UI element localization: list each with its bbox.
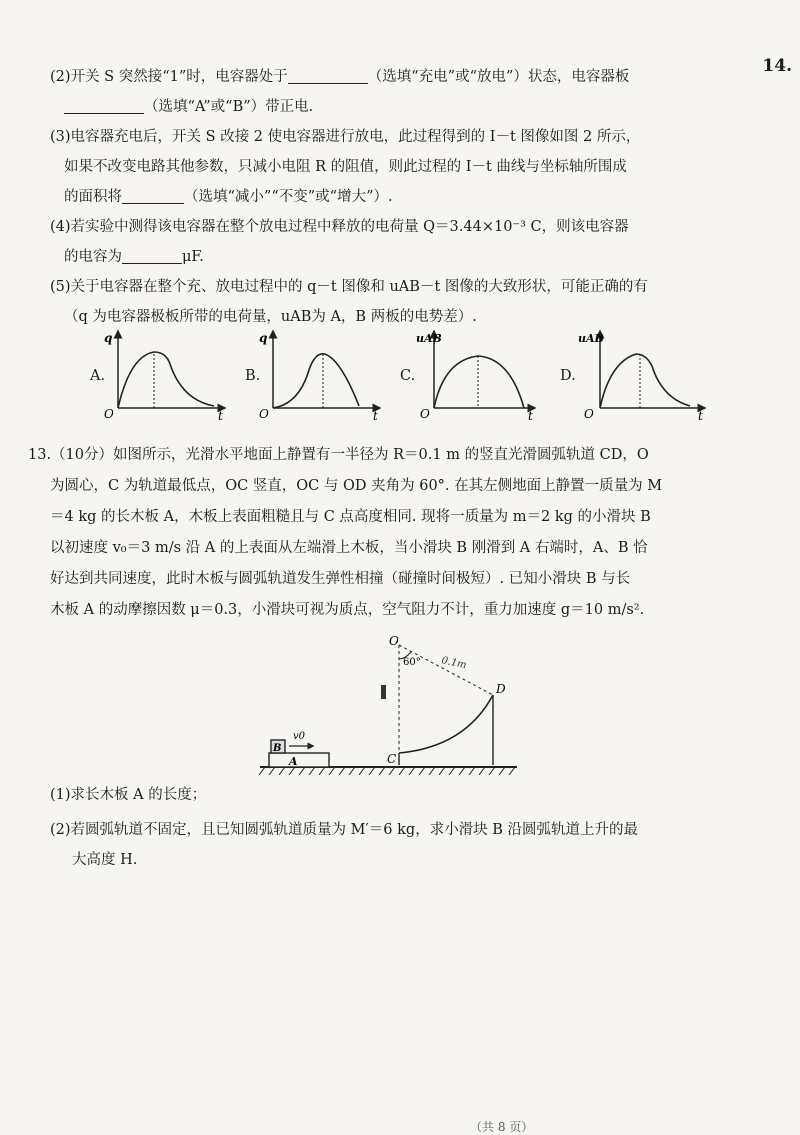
q13-sub-2-line-b: 大高度 H. (72, 852, 138, 868)
v0-label: v0 (293, 731, 306, 742)
q12-part-5 (50, 272, 750, 332)
q12-p3-text-a: (3)电容器充电后，开关 S 改接 2 使电容器进行放电，此过程得到的 I－t 图像如图 2 所示， (50, 129, 641, 145)
graph-d-svg (578, 330, 710, 423)
q13-line: 好达到共同速度，此时木板与圆弧轨道发生弹性相撞（碰撞时间极短）. 已知小滑块 B 与长 (50, 571, 631, 587)
q12-part-3 (50, 122, 750, 212)
ink-mark (381, 685, 386, 699)
q13-sub-2-line-a: (2)若圆弧轨道不固定，且已知圆弧轨道质量为 M′＝6 kg，求小滑块 B 沿圆弧轨道上升的最 (50, 822, 639, 838)
board-a (269, 753, 329, 767)
handwritten-note: 0.1m (440, 655, 468, 672)
radius-od (399, 645, 493, 695)
block-b-label: B (273, 743, 282, 754)
answer-blank[interactable] (64, 95, 144, 114)
q12-p3-text-d: （选填“减小”“不变”或“增大”）. (184, 189, 393, 205)
q13-line: 以初速度 v₀＝3 m/s 沿 A 的上表面从左端滑上木板，当小滑块 B 刚滑到 A 右端时，A、B 恰 (50, 540, 648, 556)
q12-part-4 (50, 212, 750, 272)
q12-part-2 (50, 62, 750, 122)
y-label: q (259, 331, 268, 345)
origin-label: O (259, 407, 269, 421)
y-label: uAB (416, 332, 442, 345)
q12-p4-text-a: (4)若实验中测得该电容器在整个放电过程中释放的电荷量 Q＝3.44×10⁻³ C，则该电容器 (50, 219, 629, 235)
q12-p2-text-b: （选填“充电”或“放电”）状态，电容器板 (367, 69, 630, 85)
q13-line: 木板 A 的动摩擦因数 μ＝0.3，小滑块可视为质点，空气阻力不计，重力加速度 g＝10 m/s². (50, 602, 645, 618)
answer-blank[interactable] (288, 65, 368, 84)
angle-label: 60° (403, 657, 421, 668)
option-label: D. (560, 368, 576, 384)
y-label: uAB (578, 332, 604, 345)
arc-track (399, 695, 493, 753)
curve (273, 354, 359, 408)
curve (118, 352, 214, 408)
q12-p5-text-b: （q 为电容器极板所带的电荷量，uAB为 A，B 两板的电势差）. (64, 309, 477, 325)
q12-p4-text-b: 的电容为 (64, 249, 122, 265)
graph-b-svg (259, 330, 385, 423)
option-label: B. (245, 368, 261, 384)
x-label: t (373, 409, 378, 423)
q13-figure (255, 635, 525, 780)
question-13 (28, 440, 758, 626)
option-label: C. (400, 368, 416, 384)
x-label: t (698, 409, 703, 423)
origin-label: O (420, 407, 430, 421)
option-d-graph[interactable] (560, 330, 703, 423)
answer-blank[interactable] (122, 245, 182, 264)
origin-label: O (104, 407, 114, 421)
page-number: 14. (762, 56, 792, 76)
q13-line: 为圆心，C 为轨道最低点，OC 竖直，OC 与 OD 夹角为 60°. 在其左侧地面上静置一质量为 M (50, 478, 663, 494)
option-b-graph[interactable] (245, 330, 385, 423)
board-a-label: A (289, 755, 298, 768)
graph-c-svg (416, 330, 540, 423)
x-label: t (528, 409, 533, 423)
option-a-graph[interactable] (90, 330, 230, 423)
x-label: t (218, 409, 223, 423)
answer-blank[interactable] (122, 185, 184, 204)
q13-sub-2 (50, 815, 750, 875)
ground-hatch (259, 767, 515, 775)
q12-p5-text-a: (5)关于电容器在整个充、放电过程中的 q－t 图像和 uAB－t 图像的大致形状，可能正确的有 (50, 279, 648, 295)
q13-line: ＝4 kg 的长木板 A，木板上表面粗糙且与 C 点高度相同. 现将一质量为 m＝2 kg 的小滑块 B (50, 509, 651, 525)
q12-p3-text-c: 的面积将 (64, 189, 122, 205)
y-label: q (104, 331, 113, 345)
q12-p2-text-a: (2)开关 S 突然接“1”时，电容器处于 (50, 69, 288, 85)
q12-p3-text-b: 如果不改变电路其他参数，只减小电阻 R 的阻值，则此过程的 I－t 曲线与坐标轴所围成 (64, 159, 627, 175)
option-label: A. (90, 368, 106, 384)
q12-p4-text-c: μF. (182, 249, 204, 265)
option-c-graph[interactable] (400, 330, 540, 423)
point-d-label: D (496, 682, 506, 696)
q13-sub-1: (1)求长木板 A 的长度； (50, 787, 207, 803)
curve (434, 356, 524, 408)
curve (600, 354, 690, 408)
graph-a-svg (104, 330, 230, 423)
point-c-label: C (387, 752, 397, 766)
origin-label: O (584, 407, 594, 421)
option-graphs (60, 330, 740, 423)
point-o-label: O (389, 634, 399, 648)
q12-p2-text-c: （选填“A”或“B”）带正电. (144, 99, 314, 115)
page-footer: （共 8 页） (470, 1120, 534, 1134)
q13-line: 13.（10分）如图所示，光滑水平地面上静置有一半径为 R＝0.1 m 的竖直光滑圆弧轨道 CD，O (28, 447, 649, 463)
